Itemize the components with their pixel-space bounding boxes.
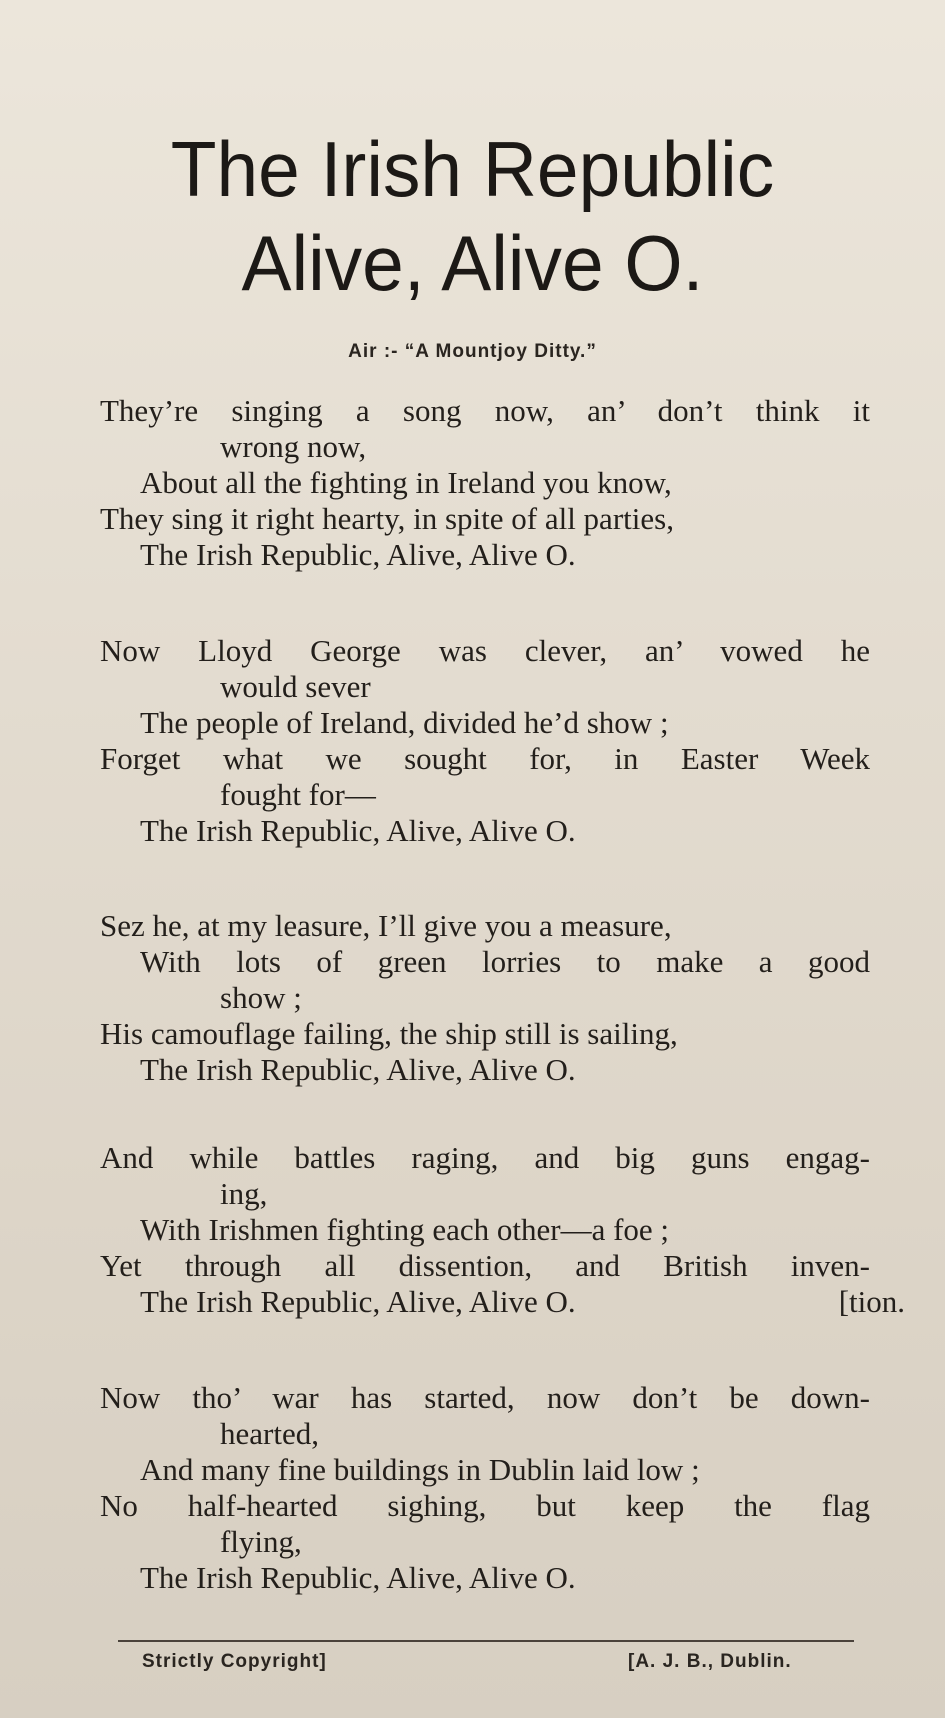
verse-line: And many fine buildings in Dublin laid low ; <box>140 1452 700 1487</box>
verse-line: ing, <box>220 1176 268 1211</box>
verse-line: The Irish Republic, Alive, Alive O. <box>140 1560 576 1595</box>
verse-line: And while battles raging, and big guns engag- <box>100 1140 870 1175</box>
verse-line: fought for— <box>220 777 376 812</box>
air-note: Air :- “A Mountjoy Ditty.” <box>348 341 597 362</box>
verse-line: Now tho’ war has started, now don’t be down- <box>100 1380 870 1415</box>
verse-line: hearted, <box>220 1416 319 1451</box>
verse-line: show ; <box>220 980 302 1015</box>
stanza-2 <box>100 633 870 849</box>
footer-divider <box>118 1640 854 1642</box>
printer-credit: [A. J. B., Dublin. <box>628 1651 792 1672</box>
title-line-2: Alive, Alive O. <box>241 219 704 307</box>
verse-line: flying, <box>220 1524 302 1559</box>
verse-line: Yet through all dissention, and British inven- <box>100 1248 870 1283</box>
song-title <box>0 125 945 307</box>
verse-line: Forget what we sought for, in Easter Week <box>100 741 870 776</box>
verse-line: The Irish Republic, Alive, Alive O. <box>140 1284 576 1319</box>
stanza-5 <box>100 1380 870 1596</box>
stanza-1 <box>100 393 870 573</box>
verse-line: The people of Ireland, divided he’d show ; <box>140 705 669 740</box>
verse-line: wrong now, <box>220 429 367 464</box>
verse-line: With lots of green lorries to make a good <box>140 944 870 979</box>
verse-line: No half-hearted sighing, but keep the flag <box>100 1488 870 1523</box>
verse-line: The Irish Republic, Alive, Alive O. <box>140 537 576 572</box>
verse-line: They’re singing a song now, an’ don’t think it <box>100 393 870 428</box>
verse-line: would sever <box>220 669 371 704</box>
verse-line-overflow: [tion. <box>838 1284 905 1319</box>
verse-line: His camouflage failing, the ship still is sailing, <box>100 1016 678 1051</box>
verse-line-split <box>100 1284 905 1320</box>
verse-line: The Irish Republic, Alive, Alive O. <box>140 1052 576 1087</box>
verse-line: They sing it right hearty, in spite of all parties, <box>100 501 674 536</box>
copyright-notice: Strictly Copyright] <box>142 1651 327 1672</box>
title-line-1: The Irish Republic <box>170 125 775 213</box>
verse-line: Sez he, at my leasure, I’ll give you a measure, <box>100 908 672 943</box>
verse-line: With Irishmen fighting each other—a foe ; <box>140 1212 670 1247</box>
stanza-3 <box>100 908 870 1088</box>
verse-line: About all the fighting in Ireland you know, <box>140 465 672 500</box>
verse-line: The Irish Republic, Alive, Alive O. <box>140 813 576 848</box>
verse-line: Now Lloyd George was clever, an’ vowed he <box>100 633 870 668</box>
stanza-4 <box>100 1140 905 1320</box>
